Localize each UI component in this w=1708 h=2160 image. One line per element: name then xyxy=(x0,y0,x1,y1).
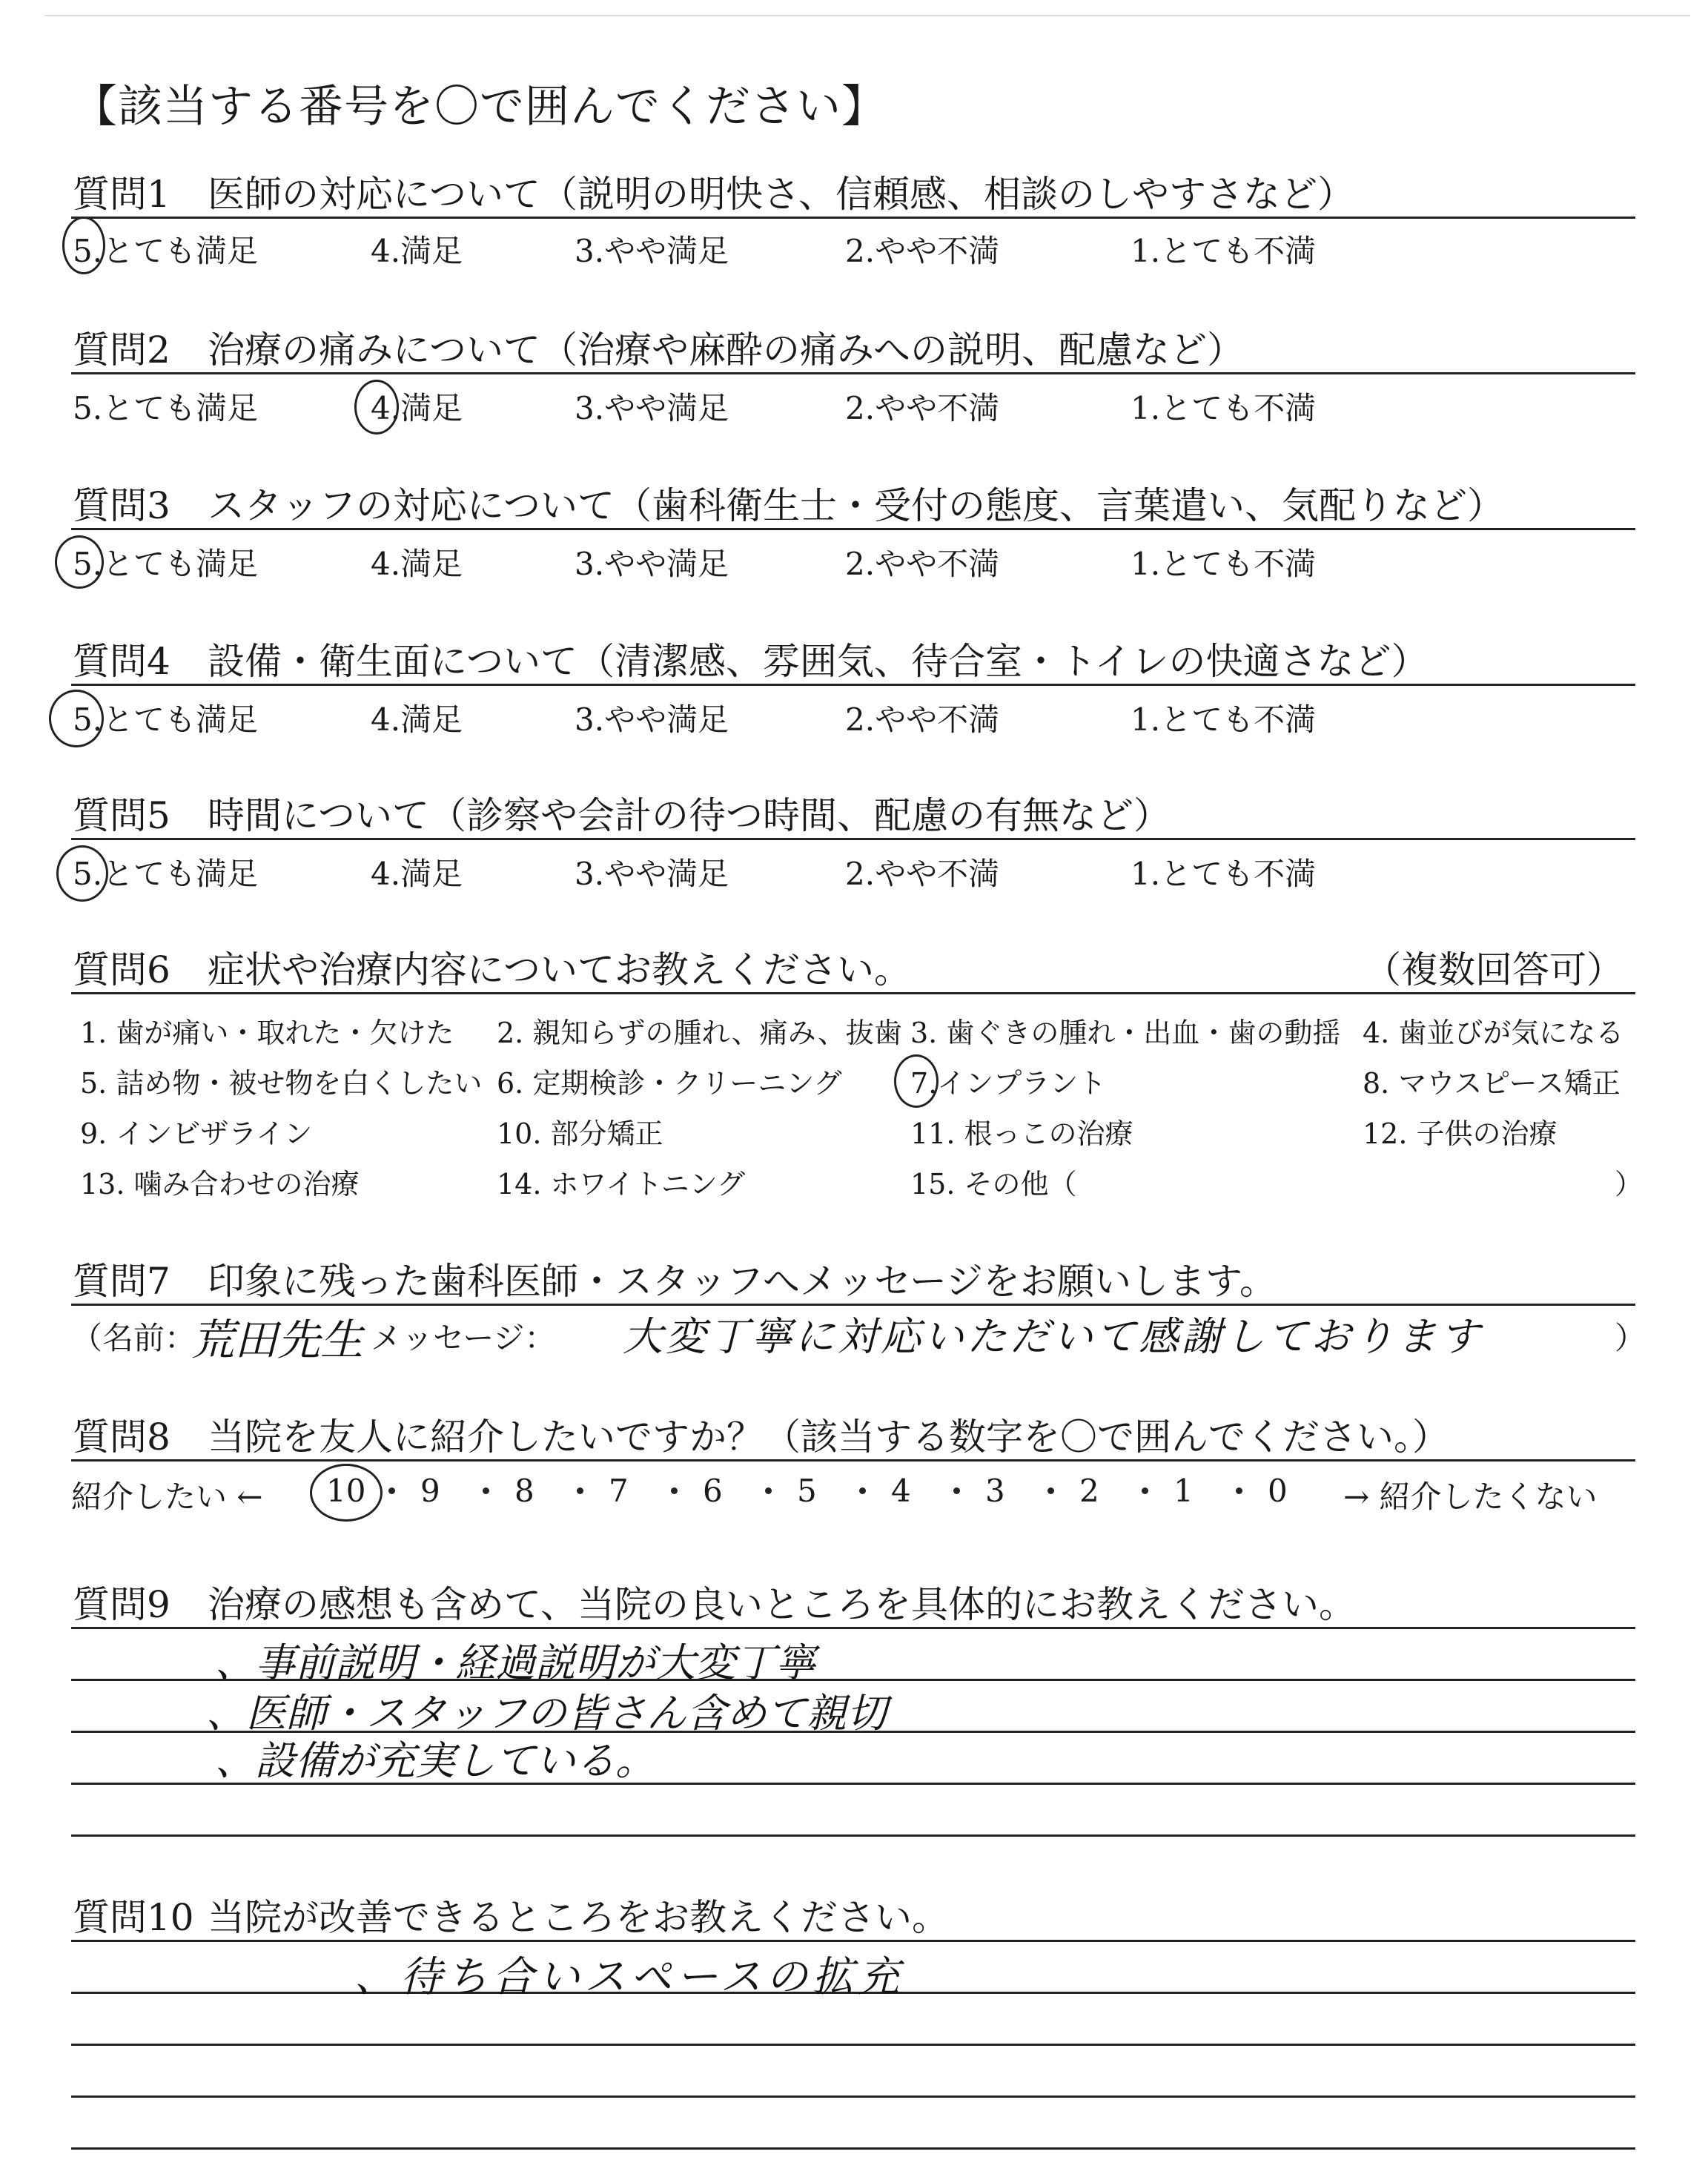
question-2-rule xyxy=(71,372,1635,374)
q8-scale-3[interactable]: 3 xyxy=(985,1473,1005,1509)
q9-rule-1 xyxy=(71,1627,1635,1629)
question-9-text: 治療の感想も含めて、当院の良いところを具体的にお教えください。 xyxy=(208,1583,1356,1626)
q8-scale-5[interactable]: 5 xyxy=(797,1473,817,1509)
q8-right-label: → 紹介したくない xyxy=(1343,1479,1598,1515)
q10-answer-line-1[interactable]: 、待ち合いスペースの拡充 xyxy=(354,1953,904,2001)
q8-scale-7[interactable]: 7 xyxy=(609,1473,629,1509)
q5-answer-circle xyxy=(56,845,108,902)
q8-scale-2[interactable]: 2 xyxy=(1079,1473,1099,1509)
q4-option-2[interactable]: 2.やや不満 xyxy=(845,701,1000,738)
q6-option-10[interactable]: 10. 部分矯正 xyxy=(497,1117,663,1150)
question-8-rule xyxy=(71,1459,1635,1462)
q9-answer-line-3[interactable]: 、設備が充実している。 xyxy=(215,1737,655,1784)
q3-answer-circle xyxy=(55,535,104,589)
q8-scale-10[interactable]: 10 xyxy=(326,1473,366,1509)
question-2-text: 治療の痛みについて（治療や麻酔の痛みへの説明、配慮など） xyxy=(208,328,1244,371)
q8-scale-separator xyxy=(765,1487,772,1494)
q8-scale-separator xyxy=(388,1487,395,1494)
q6-option-8[interactable]: 8. マウスピース矯正 xyxy=(1363,1067,1621,1100)
question-1-text: 医師の対応について（説明の明快さ、信頼感、相談のしやすさなど） xyxy=(208,173,1354,216)
q1-option-4[interactable]: 4.満足 xyxy=(371,233,463,269)
question-4-rule xyxy=(71,684,1635,686)
q6-option-5[interactable]: 5. 詰め物・被せ物を白くしたい xyxy=(80,1067,483,1100)
q9-rule-5 xyxy=(71,1834,1635,1837)
q2-option-2[interactable]: 2.やや不満 xyxy=(845,390,1000,426)
q4-option-1[interactable]: 1.とても不満 xyxy=(1131,701,1317,738)
question-4-text: 設備・衛生面について（清潔感、雰囲気、待合室・トイレの快適さなど） xyxy=(208,640,1429,683)
question-8-label: 質問8 xyxy=(73,1416,171,1459)
q9-answer-line-1[interactable]: 、事前説明・経過説明が大変丁寧 xyxy=(215,1639,815,1686)
q8-scale-6[interactable]: 6 xyxy=(703,1473,723,1509)
q6-option-3[interactable]: 3. 歯ぐきの腫れ・出血・歯の動揺 xyxy=(910,1017,1341,1049)
q1-option-5[interactable]: 5.とても満足 xyxy=(73,233,259,269)
question-3-text: スタッフの対応について（歯科衛生士・受付の態度、言葉遣い、気配りなど） xyxy=(208,484,1504,527)
q8-scale-9[interactable]: 9 xyxy=(420,1473,440,1509)
question-6-note: （複数回答可） xyxy=(1364,948,1623,991)
q1-option-3[interactable]: 3.やや満足 xyxy=(575,233,729,269)
q6-option-14[interactable]: 14. ホワイトニング xyxy=(497,1168,746,1200)
question-8-text: 当院を友人に紹介したいですか？（該当する数字を〇で囲んでください。） xyxy=(208,1416,1449,1459)
question-4-label: 質問4 xyxy=(73,640,171,683)
question-5-text: 時間について（診察や会計の待つ時間、配慮の有無など） xyxy=(208,794,1171,837)
q7-message-label: メッセージ： xyxy=(371,1320,556,1356)
question-2-label: 質問2 xyxy=(73,328,171,371)
q6-option-11[interactable]: 11. 根っこの治療 xyxy=(910,1117,1133,1150)
q8-scale-separator xyxy=(953,1487,960,1494)
question-1-rule xyxy=(71,217,1635,219)
question-3-label: 質問3 xyxy=(73,484,171,527)
q5-option-4[interactable]: 4.満足 xyxy=(371,856,463,892)
question-6-rule xyxy=(71,992,1635,994)
question-10-text: 当院が改善できるところをお教えください。 xyxy=(208,1896,949,1939)
q2-option-3[interactable]: 3.やや満足 xyxy=(575,390,729,426)
q1-answer-circle xyxy=(62,217,105,274)
q1-option-2[interactable]: 2.やや不満 xyxy=(845,233,1000,269)
q8-scale-separator xyxy=(1047,1487,1054,1494)
question-10-label: 質問10 xyxy=(73,1896,194,1939)
q2-option-4[interactable]: 4.満足 xyxy=(371,390,463,426)
q3-option-3[interactable]: 3.やや満足 xyxy=(575,546,729,582)
q6-option-7[interactable]: 7.インプラント xyxy=(910,1067,1107,1100)
top-edge-line xyxy=(44,15,1690,16)
q4-option-4[interactable]: 4.満足 xyxy=(371,701,463,738)
question-7-label: 質問7 xyxy=(73,1260,171,1303)
q2-option-1[interactable]: 1.とても不満 xyxy=(1131,390,1317,426)
q6-option-4[interactable]: 4. 歯並びが気になる xyxy=(1363,1017,1624,1049)
q4-option-3[interactable]: 3.やや満足 xyxy=(575,701,729,738)
question-6-text: 症状や治療内容についてお教えください。 xyxy=(208,948,911,991)
q2-answer-circle xyxy=(354,380,399,435)
q4-answer-circle xyxy=(49,690,104,747)
q5-option-3[interactable]: 3.やや満足 xyxy=(575,856,729,892)
q8-scale-1[interactable]: 1 xyxy=(1174,1473,1194,1509)
q10-rule-4 xyxy=(71,2095,1635,2098)
q8-left-label: 紹介したい ← xyxy=(71,1479,263,1515)
q9-answer-line-2[interactable]: 、医師・スタッフの皆さん含めて親切 xyxy=(206,1690,887,1737)
q8-scale-separator xyxy=(1236,1487,1242,1494)
q6-option-15-close: ） xyxy=(1615,1168,1644,1200)
question-7-text: 印象に残った歯科医師・スタッフへメッセージをお願いします。 xyxy=(208,1260,1277,1303)
q3-option-5[interactable]: 5.とても満足 xyxy=(73,546,259,582)
q8-scale-separator xyxy=(859,1487,866,1494)
q5-option-2[interactable]: 2.やや不満 xyxy=(845,856,1000,892)
question-6-label: 質問6 xyxy=(73,948,171,991)
q7-name-label: （名前： xyxy=(71,1320,196,1356)
question-5-label: 質問5 xyxy=(73,794,171,837)
q7-message-value[interactable]: 大変丁寧に対応いただいて感謝しております xyxy=(623,1313,1483,1360)
q6-option-9[interactable]: 9. インビザライン xyxy=(80,1117,313,1150)
q8-scale-8[interactable]: 8 xyxy=(514,1473,534,1509)
q3-option-1[interactable]: 1.とても不満 xyxy=(1131,546,1317,582)
q8-scale-0[interactable]: 0 xyxy=(1268,1473,1288,1509)
q5-option-5[interactable]: 5.とても満足 xyxy=(73,856,259,892)
q3-option-4[interactable]: 4.満足 xyxy=(371,546,463,582)
q6-option-13[interactable]: 13. 噛み合わせの治療 xyxy=(80,1168,360,1200)
q8-scale-separator xyxy=(577,1487,583,1494)
q6-option-12[interactable]: 12. 子供の治療 xyxy=(1363,1117,1558,1150)
q10-rule-5 xyxy=(71,2147,1635,2150)
q10-rule-3 xyxy=(71,2044,1635,2046)
q8-scale-separator xyxy=(483,1487,489,1494)
question-9-label: 質問9 xyxy=(73,1583,171,1626)
page-title: 【該当する番号を〇で囲んでください】 xyxy=(73,81,887,133)
q8-scale-separator xyxy=(1142,1487,1148,1494)
q5-option-1[interactable]: 1.とても不満 xyxy=(1131,856,1317,892)
question-1-label: 質問1 xyxy=(73,173,171,216)
q8-answer-circle xyxy=(310,1464,383,1522)
q1-option-1[interactable]: 1.とても不満 xyxy=(1131,233,1317,269)
q6-option-1[interactable]: 1. 歯が痛い・取れた・欠けた xyxy=(80,1017,454,1049)
q4-option-5[interactable]: 5.とても満足 xyxy=(73,701,259,738)
q8-scale-4[interactable]: 4 xyxy=(891,1473,911,1509)
q7-close-paren: ） xyxy=(1615,1320,1646,1356)
q10-rule-1 xyxy=(71,1940,1635,1942)
q2-option-5[interactable]: 5.とても満足 xyxy=(73,390,259,426)
question-3-rule xyxy=(71,528,1635,530)
q6-option-2[interactable]: 2. 親知らずの腫れ、痛み、抜歯 xyxy=(497,1017,902,1049)
q7-name-value[interactable]: 荒田先生 xyxy=(191,1315,364,1365)
q6-option-15[interactable]: 15. その他（ xyxy=(910,1168,1077,1200)
question-5-rule xyxy=(71,838,1635,840)
q8-scale-separator xyxy=(671,1487,678,1494)
q6-option-6[interactable]: 6. 定期検診・クリーニング xyxy=(497,1067,842,1100)
q6-answer-circle xyxy=(894,1054,939,1108)
q3-option-2[interactable]: 2.やや不満 xyxy=(845,546,1000,582)
